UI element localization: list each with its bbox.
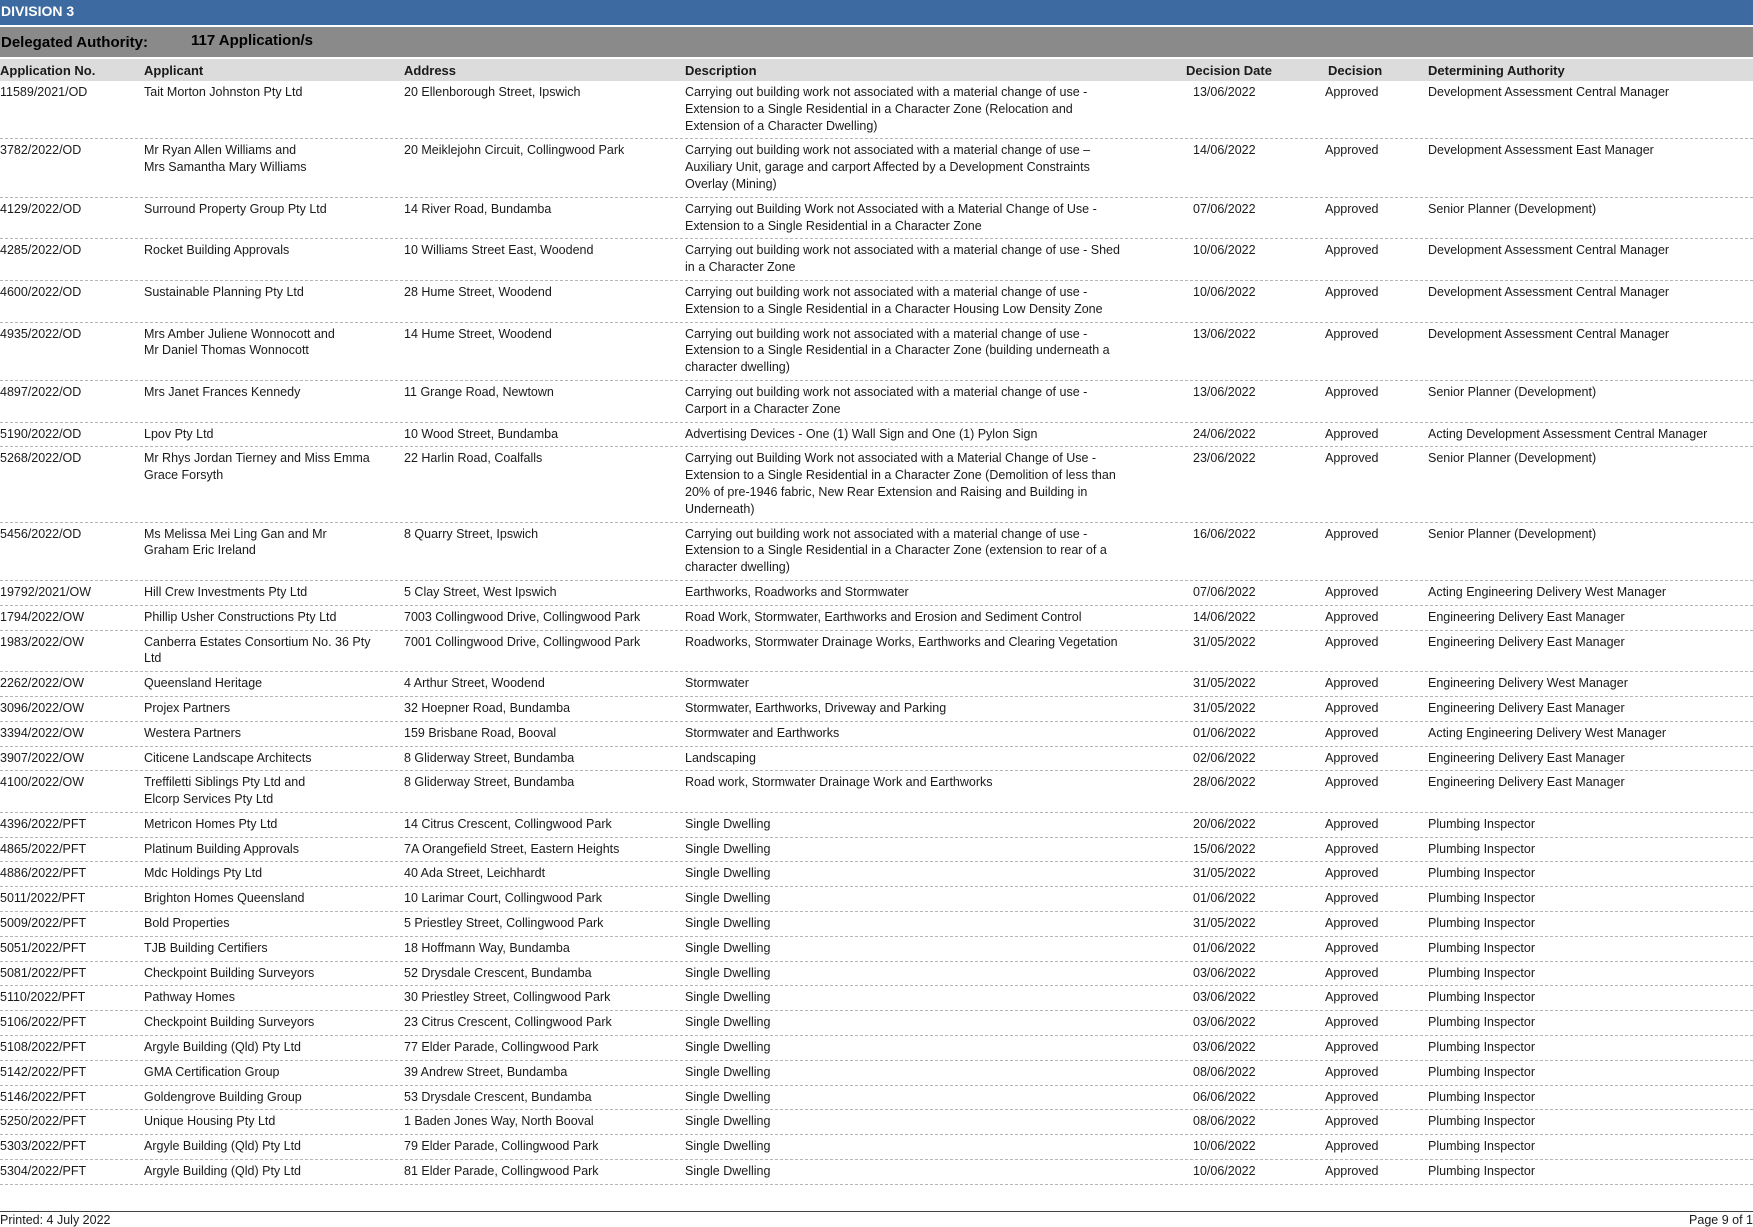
cell-decision: Approved: [1325, 634, 1379, 649]
cell-description: Carrying out Building Work not associated with a Material Change of Use - Extension to a Single Residential in a Character Zone (Demolition of less than 20% of pre-1946 fabric, New Rear Extension and Raising and Building in Underneath): [685, 451, 1116, 516]
cell-description: Stormwater, Earthworks, Driveway and Parking: [685, 700, 947, 715]
table-row: [0, 1036, 1753, 1061]
cell-description: Landscaping: [685, 750, 756, 765]
table-row: [0, 581, 1753, 606]
cell-address: 10 Larimar Court, Collingwood Park: [404, 891, 603, 906]
cell-address: 20 Ellenborough Street, Ipswich: [404, 85, 581, 99]
delegated-authority-bar: [0, 27, 1753, 57]
table-row: [0, 323, 1753, 381]
cell-decision: Approved: [1325, 916, 1379, 931]
cell-description: Roadworks, Stormwater Drainage Works, Earthworks and Clearing Vegetation: [685, 634, 1118, 649]
cell-address: 5 Clay Street, West Ipswich: [404, 584, 557, 599]
cell-decision-date: 20/06/2022: [1193, 816, 1256, 831]
cell-applicant: Phillip Usher Constructions Pty Ltd: [144, 609, 337, 624]
cell-decision-date: 10/06/2022: [1193, 1164, 1256, 1179]
cell-application-no: 5108/2022/PFT: [0, 1040, 87, 1055]
cell-description: Single Dwelling: [685, 891, 771, 906]
cell-decision-date: 31/05/2022: [1193, 634, 1256, 649]
table-row: [0, 1061, 1753, 1086]
cell-decision-date: 03/06/2022: [1193, 1040, 1256, 1055]
col-determining-authority: Determining Authority: [1428, 63, 1565, 78]
cell-decision: Approved: [1325, 816, 1379, 831]
cell-application-no: 2262/2022/OW: [0, 676, 85, 691]
col-address: Address: [404, 63, 457, 78]
table-row: [0, 1011, 1753, 1036]
cell-decision-date: 01/06/2022: [1193, 940, 1256, 955]
cell-applicant: Queensland Heritage: [144, 676, 263, 691]
cell-applicant: Treffiletti Siblings Pty Ltd and Elcorp Services Pty Ltd: [144, 775, 306, 807]
cell-application-no: 4396/2022/PFT: [0, 816, 87, 831]
cell-address: 53 Drysdale Crescent, Bundamba: [404, 1089, 592, 1104]
cell-applicant: Canberra Estates Consortium No. 36 Pty Ltd: [144, 634, 371, 666]
cell-application-no: 5106/2022/PFT: [0, 1015, 87, 1030]
cell-applicant: Unique Housing Pty Ltd: [144, 1114, 276, 1129]
cell-description: Single Dwelling: [685, 916, 771, 931]
cell-address: 40 Ada Street, Leichhardt: [404, 866, 546, 881]
cell-determining-authority: Engineering Delivery West Manager: [1428, 676, 1628, 691]
cell-application-no: 4129/2022/OD: [0, 201, 82, 216]
cell-address: 5 Priestley Street, Collingwood Park: [404, 916, 604, 931]
cell-applicant: Metricon Homes Pty Ltd: [144, 816, 278, 831]
cell-application-no: 4886/2022/PFT: [0, 866, 87, 881]
cell-description: Carrying out Building Work not Associated with a Material Change of Use - Extension to a Single Residential in a Character Zone: [685, 201, 1097, 233]
application-count: 117 Application/s: [191, 32, 313, 49]
cell-description: Road Work, Stormwater, Earthworks and Erosion and Sediment Control: [685, 609, 1082, 624]
cell-description: Carrying out building work not associated with a material change of use - Shed in a Character Zone: [685, 243, 1120, 275]
cell-application-no: 19792/2021/OW: [0, 584, 92, 599]
cell-determining-authority: Senior Planner (Development): [1428, 451, 1597, 466]
cell-determining-authority: Senior Planner (Development): [1428, 526, 1597, 541]
table-row: [0, 722, 1753, 747]
cell-decision: Approved: [1325, 1040, 1379, 1055]
cell-address: 10 Williams Street East, Woodend: [404, 243, 594, 258]
cell-decision: Approved: [1325, 584, 1379, 599]
cell-description: Single Dwelling: [685, 1139, 771, 1154]
cell-decision-date: 06/06/2022: [1193, 1089, 1256, 1104]
cell-applicant: Westera Partners: [144, 725, 242, 740]
cell-application-no: 3782/2022/OD: [0, 143, 82, 158]
cell-applicant: Citicene Landscape Architects: [144, 750, 312, 765]
cell-description: Carrying out building work not associated with a material change of use - Extension to a Single Residential in a Character Housing Low Density Zone: [685, 284, 1103, 316]
table-row: [0, 1135, 1753, 1160]
cell-address: 14 River Road, Bundamba: [404, 201, 552, 216]
division-title: DIVISION 3: [1, 3, 75, 19]
cell-decision-date: 14/06/2022: [1193, 143, 1256, 158]
cell-address: 23 Citrus Crescent, Collingwood Park: [404, 1015, 612, 1030]
cell-decision: Approved: [1325, 1139, 1379, 1154]
cell-determining-authority: Engineering Delivery East Manager: [1428, 634, 1625, 649]
cell-address: 22 Harlin Road, Coalfalls: [404, 451, 543, 466]
cell-applicant: TJB Building Certifiers: [144, 940, 268, 955]
cell-decision-date: 15/06/2022: [1193, 841, 1256, 856]
cell-applicant: Brighton Homes Queensland: [144, 891, 305, 906]
cell-applicant: Ms Melissa Mei Ling Gan and Mr Graham Eric Ireland: [144, 526, 327, 558]
cell-decision: Approved: [1325, 426, 1379, 441]
cell-decision: Approved: [1325, 940, 1379, 955]
cell-address: 10 Wood Street, Bundamba: [404, 426, 559, 441]
cell-determining-authority: Plumbing Inspector: [1428, 965, 1536, 980]
table-row: [0, 912, 1753, 937]
table-row: [0, 672, 1753, 697]
cell-applicant: Argyle Building (Qld) Pty Ltd: [144, 1040, 302, 1055]
cell-decision: Approved: [1325, 1064, 1379, 1079]
cell-description: Single Dwelling: [685, 965, 771, 980]
cell-decision: Approved: [1325, 1164, 1379, 1179]
cell-decision-date: 13/06/2022: [1193, 326, 1256, 341]
cell-application-no: 4285/2022/OD: [0, 243, 82, 258]
cell-application-no: 1794/2022/OW: [0, 609, 85, 624]
cell-decision-date: 24/06/2022: [1193, 426, 1256, 441]
cell-decision: Approved: [1325, 750, 1379, 765]
table-row: [0, 239, 1753, 281]
cell-description: Single Dwelling: [685, 1114, 771, 1129]
cell-applicant: Mdc Holdings Pty Ltd: [144, 866, 263, 881]
cell-address: 8 Gliderway Street, Bundamba: [404, 775, 575, 790]
cell-description: Carrying out building work not associated with a material change of use - Extension to a Single Residential in a Character Zone (extension to rear of a character dwelling): [685, 526, 1107, 575]
cell-application-no: 5304/2022/PFT: [0, 1164, 87, 1179]
cell-determining-authority: Plumbing Inspector: [1428, 1040, 1536, 1055]
cell-description: Single Dwelling: [685, 1089, 771, 1104]
cell-decision: Approved: [1325, 1114, 1379, 1129]
cell-decision-date: 31/05/2022: [1193, 866, 1256, 881]
cell-application-no: 5456/2022/OD: [0, 526, 82, 541]
cell-application-no: 5250/2022/PFT: [0, 1114, 87, 1129]
cell-description: Earthworks, Roadworks and Stormwater: [685, 584, 909, 599]
cell-application-no: 5081/2022/PFT: [0, 965, 87, 980]
cell-decision: Approved: [1325, 201, 1379, 216]
cell-application-no: 5110/2022/PFT: [0, 990, 86, 1005]
cell-address: 7A Orangefield Street, Eastern Heights: [404, 841, 620, 856]
cell-application-no: 5011/2022/PFT: [0, 891, 86, 906]
cell-applicant: Tait Morton Johnston Pty Ltd: [144, 85, 303, 99]
cell-determining-authority: Senior Planner (Development): [1428, 201, 1597, 216]
cell-determining-authority: Engineering Delivery East Manager: [1428, 750, 1625, 765]
cell-description: Single Dwelling: [685, 866, 771, 881]
table-row: [0, 962, 1753, 987]
cell-description: Carrying out building work not associated with a material change of use – Auxiliary Unit, garage and carport Affected by a Development Constraints Overlay (Mining): [685, 143, 1091, 191]
cell-application-no: 3907/2022/OW: [0, 750, 85, 765]
cell-description: Single Dwelling: [685, 816, 771, 831]
delegated-authority-label: Delegated Authority:: [1, 34, 148, 51]
cell-description: Single Dwelling: [685, 841, 771, 856]
cell-decision: Approved: [1325, 1089, 1379, 1104]
table-row: [0, 771, 1753, 813]
table-row: [0, 937, 1753, 962]
cell-decision-date: 31/05/2022: [1193, 916, 1256, 931]
cell-applicant: Surround Property Group Pty Ltd: [144, 201, 327, 216]
cell-application-no: 5190/2022/OD: [0, 426, 82, 441]
cell-applicant: Checkpoint Building Surveyors: [144, 965, 315, 980]
cell-applicant: Checkpoint Building Surveyors: [144, 1015, 315, 1030]
col-applicant: Applicant: [144, 63, 204, 78]
cell-address: 8 Quarry Street, Ipswich: [404, 526, 539, 541]
cell-applicant: Projex Partners: [144, 700, 231, 715]
col-decision-date: Decision Date: [1186, 63, 1272, 78]
cell-determining-authority: Plumbing Inspector: [1428, 891, 1536, 906]
cell-application-no: 5142/2022/PFT: [0, 1064, 87, 1079]
cell-decision-date: 14/06/2022: [1193, 609, 1256, 624]
cell-determining-authority: Plumbing Inspector: [1428, 866, 1536, 881]
cell-applicant: Rocket Building Approvals: [144, 243, 290, 258]
cell-decision-date: 10/06/2022: [1193, 243, 1256, 258]
cell-decision: Approved: [1325, 609, 1379, 624]
table-row: [0, 1086, 1753, 1111]
cell-address: 14 Citrus Crescent, Collingwood Park: [404, 816, 612, 831]
cell-decision-date: 01/06/2022: [1193, 725, 1256, 740]
cell-address: 28 Hume Street, Woodend: [404, 284, 552, 299]
cell-application-no: 5303/2022/PFT: [0, 1139, 87, 1154]
cell-address: 18 Hoffmann Way, Bundamba: [404, 940, 570, 955]
cell-decision-date: 31/05/2022: [1193, 676, 1256, 691]
cell-decision: Approved: [1325, 526, 1379, 541]
table-row: [0, 423, 1753, 448]
cell-decision: Approved: [1325, 451, 1379, 466]
cell-description: Carrying out building work not associated with a material change of use - Extension to a Single Residential in a Character Zone (Relocation and Extension of a Character Dwelling): [685, 85, 1088, 133]
cell-application-no: 5146/2022/PFT: [0, 1089, 87, 1104]
printed-date: Printed: 4 July 2022: [0, 1213, 111, 1227]
cell-address: 81 Elder Parade, Collingwood Park: [404, 1164, 599, 1179]
cell-applicant: Mrs Amber Juliene Wonnocott and Mr Daniel Thomas Wonnocott: [144, 326, 335, 358]
cell-determining-authority: Plumbing Inspector: [1428, 916, 1536, 931]
cell-application-no: 1983/2022/OW: [0, 634, 85, 649]
cell-decision: Approved: [1325, 326, 1379, 341]
cell-determining-authority: Development Assessment Central Manager: [1428, 85, 1670, 99]
table-row: [0, 813, 1753, 838]
table-row: [0, 523, 1753, 581]
cell-decision-date: 13/06/2022: [1193, 384, 1256, 399]
cell-decision: Approved: [1325, 965, 1379, 980]
cell-application-no: 5009/2022/PFT: [0, 916, 87, 931]
cell-address: 159 Brisbane Road, Booval: [404, 725, 557, 740]
cell-decision: Approved: [1325, 384, 1379, 399]
cell-address: 79 Elder Parade, Collingwood Park: [404, 1139, 599, 1154]
cell-determining-authority: Plumbing Inspector: [1428, 816, 1536, 831]
table-row: [0, 747, 1753, 772]
cell-decision-date: 31/05/2022: [1193, 700, 1256, 715]
cell-determining-authority: Engineering Delivery East Manager: [1428, 609, 1625, 624]
cell-applicant: Hill Crew Investments Pty Ltd: [144, 584, 308, 599]
table-row: [0, 381, 1753, 423]
cell-decision-date: 10/06/2022: [1193, 284, 1256, 299]
cell-decision-date: 03/06/2022: [1193, 965, 1256, 980]
cell-application-no: 5268/2022/OD: [0, 451, 82, 466]
cell-decision-date: 03/06/2022: [1193, 1015, 1256, 1030]
cell-decision-date: 08/06/2022: [1193, 1114, 1256, 1129]
table-row: [0, 1160, 1753, 1185]
cell-decision: Approved: [1325, 841, 1379, 856]
cell-description: Single Dwelling: [685, 990, 771, 1005]
cell-decision-date: 02/06/2022: [1193, 750, 1256, 765]
cell-decision-date: 08/06/2022: [1193, 1064, 1256, 1079]
cell-determining-authority: Acting Engineering Delivery West Manager: [1428, 584, 1667, 599]
cell-decision: Approved: [1325, 891, 1379, 906]
cell-decision-date: 07/06/2022: [1193, 201, 1256, 216]
cell-decision: Approved: [1325, 143, 1379, 158]
cell-determining-authority: Engineering Delivery East Manager: [1428, 775, 1625, 790]
cell-decision: Approved: [1325, 700, 1379, 715]
cell-decision: Approved: [1325, 1015, 1379, 1030]
cell-application-no: 4600/2022/OD: [0, 284, 82, 299]
footer-divider: [0, 1211, 1753, 1212]
cell-determining-authority: Plumbing Inspector: [1428, 1015, 1536, 1030]
page-number: Page 9 of 1: [1689, 1213, 1753, 1227]
cell-determining-authority: Acting Development Assessment Central Manager: [1428, 426, 1708, 441]
cell-description: Single Dwelling: [685, 940, 771, 955]
table-row: [0, 1110, 1753, 1135]
cell-application-no: 4935/2022/OD: [0, 326, 82, 341]
cell-applicant: Mr Ryan Allen Williams and Mrs Samantha Mary Williams: [144, 143, 307, 175]
cell-decision: Approved: [1325, 243, 1379, 258]
cell-decision: Approved: [1325, 676, 1379, 691]
cell-application-no: 4897/2022/OD: [0, 384, 82, 399]
cell-description: Stormwater: [685, 676, 749, 691]
cell-description: Single Dwelling: [685, 1164, 771, 1179]
table-header: [0, 59, 1753, 81]
cell-determining-authority: Plumbing Inspector: [1428, 1139, 1536, 1154]
cell-address: 77 Elder Parade, Collingwood Park: [404, 1040, 599, 1055]
cell-determining-authority: Plumbing Inspector: [1428, 1064, 1536, 1079]
cell-applicant: Goldengrove Building Group: [144, 1089, 302, 1104]
cell-determining-authority: Plumbing Inspector: [1428, 841, 1536, 856]
table-row: [0, 631, 1753, 673]
cell-address: 11 Grange Road, Newtown: [404, 384, 554, 399]
cell-address: 14 Hume Street, Woodend: [404, 326, 552, 341]
cell-decision: Approved: [1325, 85, 1379, 99]
cell-determining-authority: Senior Planner (Development): [1428, 384, 1597, 399]
cell-determining-authority: Plumbing Inspector: [1428, 1114, 1536, 1129]
cell-decision-date: 01/06/2022: [1193, 891, 1256, 906]
cell-application-no: 4100/2022/OW: [0, 775, 85, 790]
table-row: [0, 862, 1753, 887]
cell-application-no: 4865/2022/PFT: [0, 841, 87, 856]
cell-description: Single Dwelling: [685, 1015, 771, 1030]
cell-applicant: Mrs Janet Frances Kennedy: [144, 384, 301, 399]
table-row: [0, 81, 1753, 139]
cell-applicant: Sustainable Planning Pty Ltd: [144, 284, 304, 299]
cell-applicant: Mr Rhys Jordan Tierney and Miss Emma Grace Forsyth: [144, 451, 370, 483]
cell-description: Carrying out building work not associated with a material change of use - Extension to a Single Residential in a Character Zone (building underneath a character dwelling): [685, 326, 1110, 375]
cell-decision-date: 23/06/2022: [1193, 451, 1256, 466]
cell-applicant: Platinum Building Approvals: [144, 841, 299, 856]
cell-decision-date: 07/06/2022: [1193, 584, 1256, 599]
applications-table: [0, 81, 1753, 1185]
table-row: [0, 986, 1753, 1011]
cell-decision: Approved: [1325, 866, 1379, 881]
cell-description: Advertising Devices - One (1) Wall Sign and One (1) Pylon Sign: [685, 426, 1038, 441]
cell-address: 20 Meiklejohn Circuit, Collingwood Park: [404, 143, 625, 158]
cell-applicant: GMA Certification Group: [144, 1064, 280, 1079]
cell-applicant: Argyle Building (Qld) Pty Ltd: [144, 1139, 302, 1154]
cell-determining-authority: Plumbing Inspector: [1428, 990, 1536, 1005]
cell-address: 7001 Collingwood Drive, Collingwood Park: [404, 634, 641, 649]
cell-determining-authority: Plumbing Inspector: [1428, 1164, 1536, 1179]
cell-applicant: Pathway Homes: [144, 990, 236, 1005]
col-application-no: Application No.: [0, 63, 96, 78]
cell-description: Road work, Stormwater Drainage Work and Earthworks: [685, 775, 993, 790]
cell-decision: Approved: [1325, 775, 1379, 790]
cell-applicant: Argyle Building (Qld) Pty Ltd: [144, 1164, 302, 1179]
cell-address: 39 Andrew Street, Bundamba: [404, 1064, 568, 1079]
cell-determining-authority: Development Assessment Central Manager: [1428, 243, 1670, 258]
table-row: [0, 838, 1753, 863]
table-row: [0, 198, 1753, 240]
cell-determining-authority: Development Assessment East Manager: [1428, 143, 1654, 158]
cell-determining-authority: Plumbing Inspector: [1428, 1089, 1536, 1104]
cell-determining-authority: Acting Engineering Delivery West Manager: [1428, 725, 1667, 740]
cell-description: Single Dwelling: [685, 1040, 771, 1055]
cell-description: Single Dwelling: [685, 1064, 771, 1079]
col-decision: Decision: [1328, 63, 1383, 78]
cell-description: Stormwater and Earthworks: [685, 725, 840, 740]
cell-application-no: 11589/2021/OD: [0, 85, 88, 99]
cell-address: 52 Drysdale Crescent, Bundamba: [404, 965, 592, 980]
cell-decision: Approved: [1325, 990, 1379, 1005]
table-row: [0, 606, 1753, 631]
division-header: [0, 0, 1753, 25]
cell-address: 7003 Collingwood Drive, Collingwood Park: [404, 609, 641, 624]
cell-determining-authority: Development Assessment Central Manager: [1428, 284, 1670, 299]
cell-application-no: 5051/2022/PFT: [0, 940, 87, 955]
cell-application-no: 3394/2022/OW: [0, 725, 85, 740]
cell-applicant: Bold Properties: [144, 916, 230, 931]
cell-decision: Approved: [1325, 725, 1379, 740]
cell-determining-authority: Development Assessment Central Manager: [1428, 326, 1670, 341]
cell-address: 30 Priestley Street, Collingwood Park: [404, 990, 611, 1005]
table-row: [0, 697, 1753, 722]
col-description: Description: [685, 63, 757, 78]
cell-address: 32 Hoepner Road, Bundamba: [404, 700, 571, 715]
cell-decision: Approved: [1325, 284, 1379, 299]
cell-decision-date: 28/06/2022: [1193, 775, 1256, 790]
cell-decision-date: 10/06/2022: [1193, 1139, 1256, 1154]
cell-description: Carrying out building work not associated with a material change of use - Carport in a Character Zone: [685, 384, 1088, 416]
cell-decision-date: 13/06/2022: [1193, 85, 1256, 99]
table-row: [0, 281, 1753, 323]
cell-applicant: Lpov Pty Ltd: [144, 426, 214, 441]
cell-determining-authority: Plumbing Inspector: [1428, 940, 1536, 955]
table-row: [0, 139, 1753, 197]
cell-determining-authority: Engineering Delivery East Manager: [1428, 700, 1625, 715]
cell-application-no: 3096/2022/OW: [0, 700, 85, 715]
table-row: [0, 887, 1753, 912]
table-row: [0, 447, 1753, 522]
cell-decision-date: 16/06/2022: [1193, 526, 1256, 541]
cell-address: 8 Gliderway Street, Bundamba: [404, 750, 575, 765]
cell-decision-date: 03/06/2022: [1193, 990, 1256, 1005]
cell-address: 1 Baden Jones Way, North Booval: [404, 1114, 594, 1129]
cell-address: 4 Arthur Street, Woodend: [404, 676, 545, 691]
